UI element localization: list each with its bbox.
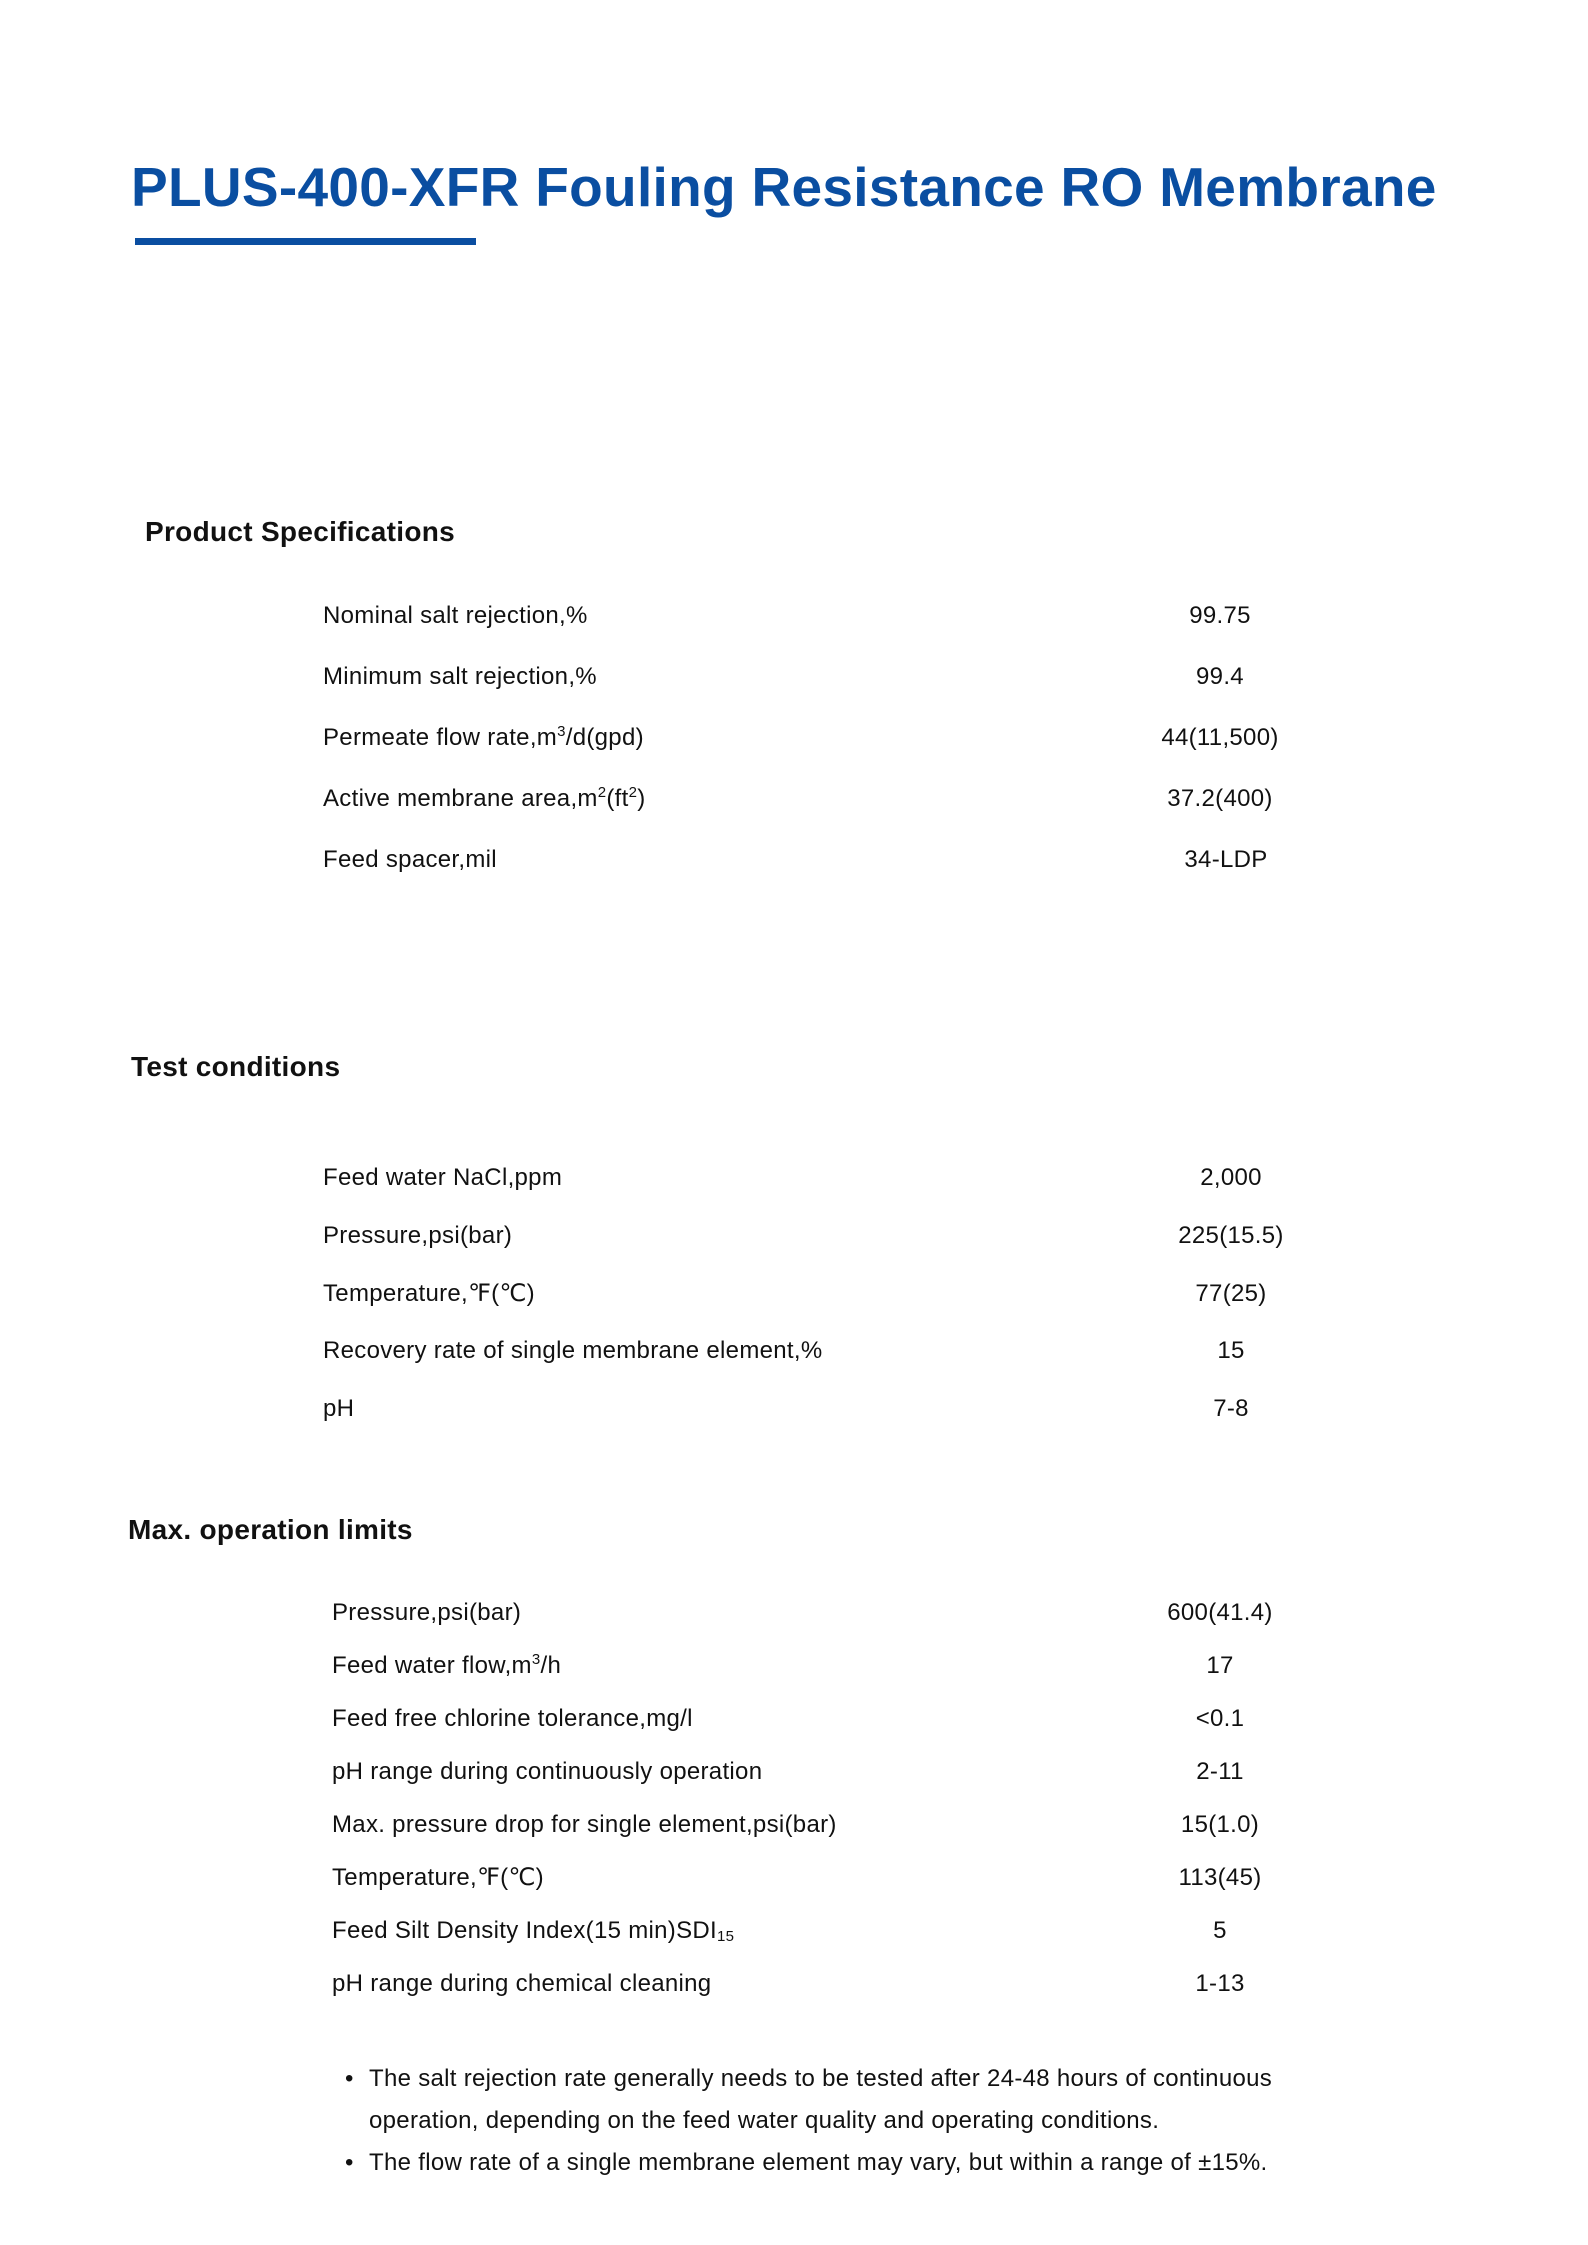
row-value: 44(11,500): [1161, 724, 1279, 751]
row-label: Minimum salt rejection,%: [323, 663, 597, 690]
row-value: 5: [1213, 1917, 1227, 1944]
test-conditions-heading: Test conditions: [131, 1051, 341, 1082]
row-label: Feed water $flow,m^3/h$: [332, 1651, 562, 1679]
row-value: 99.75: [1189, 602, 1251, 629]
row-label: Feed water NaCl,ppm: [323, 1164, 563, 1191]
note-item: • The flow rate of a single membrane element may vary, but within a range of ±15%.: [345, 2142, 1345, 2184]
row-value: 2-11: [1196, 1758, 1244, 1785]
row-value: 37.2(400): [1167, 785, 1273, 812]
row-label: Max. pressure drop for single element,psi(bar): [332, 1811, 837, 1838]
page-title: PLUS-400-XFR Fouling Resistance RO Membrane: [131, 156, 1437, 218]
row-value: 15(1.0): [1180, 1811, 1260, 1838]
row-value: 2,000: [1200, 1164, 1262, 1191]
row-label: Pressure,psi(bar): [332, 1599, 522, 1626]
row-label: Feed spacer,mil: [323, 846, 497, 873]
row-label: Permeate flow $rate,m^3/d(gpd)$: [323, 723, 644, 751]
product-specifications-heading: Product Specifications: [145, 516, 455, 547]
row-value: 15: [1217, 1337, 1245, 1364]
title-underline: [135, 238, 476, 245]
note-item: • The salt rejection rate generally needs to be tested after 24-48 hours of continuous operation, depending on the feed water quality and operating conditions.: [345, 2058, 1345, 2142]
row-value: 34-LDP: [1184, 846, 1268, 873]
row-value: 17: [1206, 1652, 1234, 1679]
row-value: 113(45): [1178, 1864, 1262, 1891]
row-value: 7-8: [1213, 1395, 1249, 1422]
row-label: pH: [323, 1395, 355, 1422]
row-label: Pressure,psi(bar): [323, 1222, 513, 1249]
row-value: 77(25): [1195, 1280, 1267, 1307]
max-operation-limits-heading: Max. operation limits: [128, 1514, 413, 1545]
row-label: pH range during chemical cleaning: [332, 1970, 712, 1997]
row-label: Feed free chlorine tolerance,mg/l: [332, 1705, 693, 1732]
row-value: 600(41.4): [1167, 1599, 1273, 1626]
row-label: Active membrane $area,m^2(ft^2)$: [323, 784, 646, 812]
row-value: <0.1: [1195, 1705, 1245, 1732]
row-label: Feed Silt Density Index(15 $\min)SDI_{15}$: [332, 1917, 735, 1945]
row-label: Recovery rate of single membrane element,%: [323, 1337, 823, 1364]
row-value: 99.4: [1196, 663, 1244, 690]
row-label: Temperature,℉(℃): [332, 1864, 544, 1891]
row-label: pH range during continuously operation: [332, 1758, 763, 1785]
row-label: Nominal salt rejection,%: [323, 602, 588, 629]
row-label: Temperature,℉(℃): [323, 1280, 535, 1307]
notes-list: [345, 2058, 1345, 2184]
row-value: 1-13: [1195, 1970, 1245, 1997]
row-value: 225(15.5): [1178, 1222, 1284, 1249]
